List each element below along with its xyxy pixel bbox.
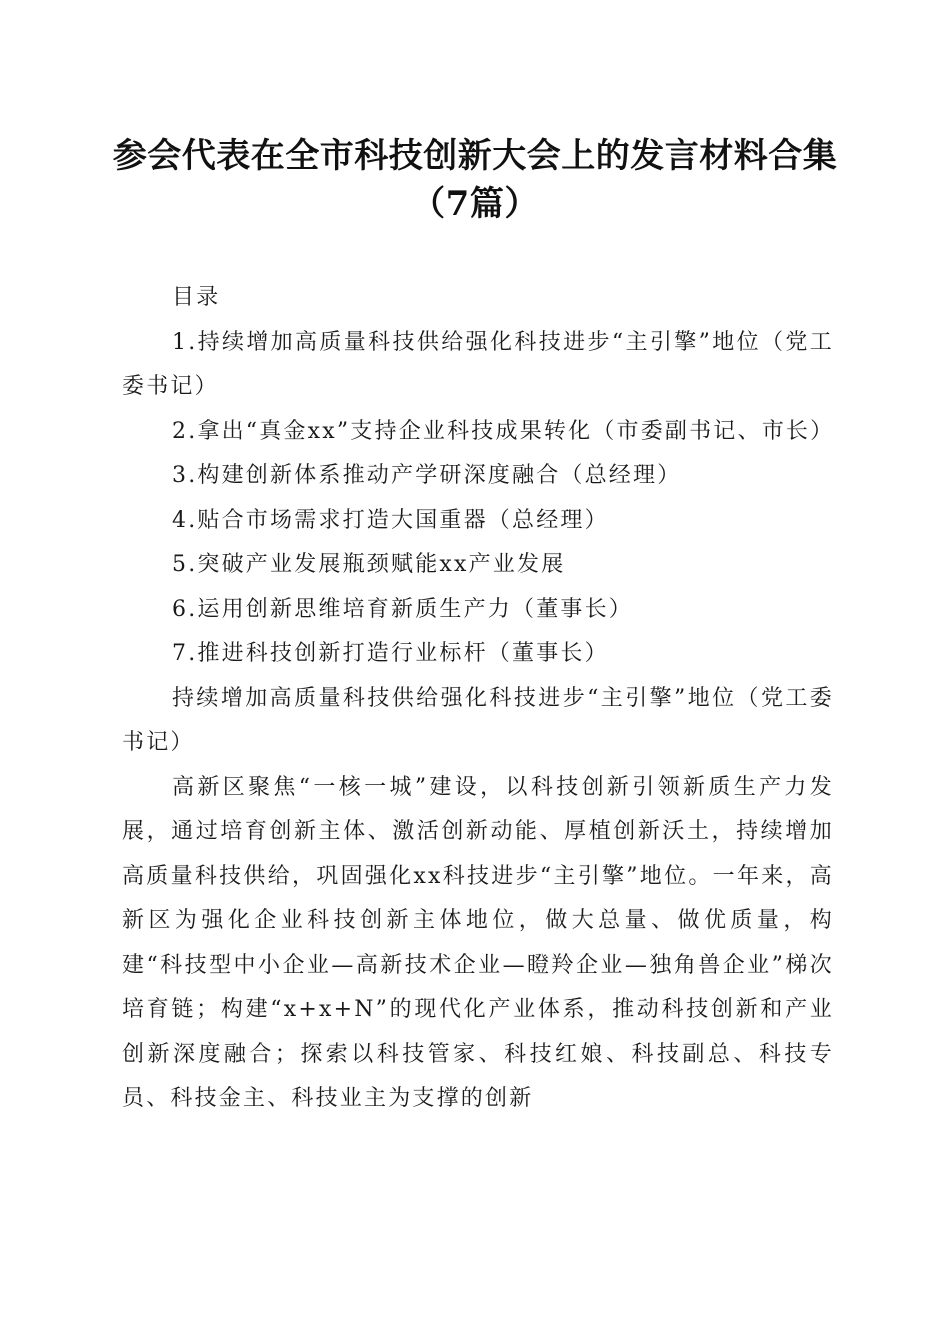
document-body xyxy=(122,276,834,1122)
section-paragraph: 高新区聚焦“一核一城”建设，以科技创新引领新质生产力发展，通过培育创新主体、激活创新动能、厚植创新沃土，持续增加高质量科技供给，巩固强化xx科技进步“主引擎”地位。一年来，高新区为强化企业科技创新主体地位，做大总量、做优质量，构建“科技型中小企业—高新技术企业—瞪羚企业—独角兽企业”梯次培育链；构建“x+x+N”的现代化产业体系，推动科技创新和产业创新深度融合；探索以科技管家、科技红娘、科技副总、科技专员、科技金主、科技业主为支撑的创新 xyxy=(122,774,834,1111)
toc-item-7: 7.推进科技创新打造行业标杆（董事长） xyxy=(172,641,609,666)
section-heading: 持续增加高质量科技供给强化科技进步“主引擎”地位（党工委书记） xyxy=(122,685,834,755)
toc-item-5: 5.突破产业发展瓶颈赋能xx产业发展 xyxy=(172,552,566,577)
toc-heading: 目录 xyxy=(172,285,221,310)
toc-item-3: 3.构建创新体系推动产学研深度融合（总经理） xyxy=(172,463,682,488)
toc-item-2: 2.拿出“真金xx”支持企业科技成果转化（市委副书记、市长） xyxy=(172,418,835,444)
toc-item-6: 6.运用创新思维培育新质生产力（董事长） xyxy=(172,596,633,622)
document-title: 参会代表在全市科技创新大会上的发言材料合集（7篇） xyxy=(112,136,838,224)
toc-item-1: 1.持续增加高质量科技供给强化科技进步“主引擎”地位（党工委书记） xyxy=(122,329,834,399)
toc-item-4: 4.贴合市场需求打造大国重器（总经理） xyxy=(172,507,609,533)
